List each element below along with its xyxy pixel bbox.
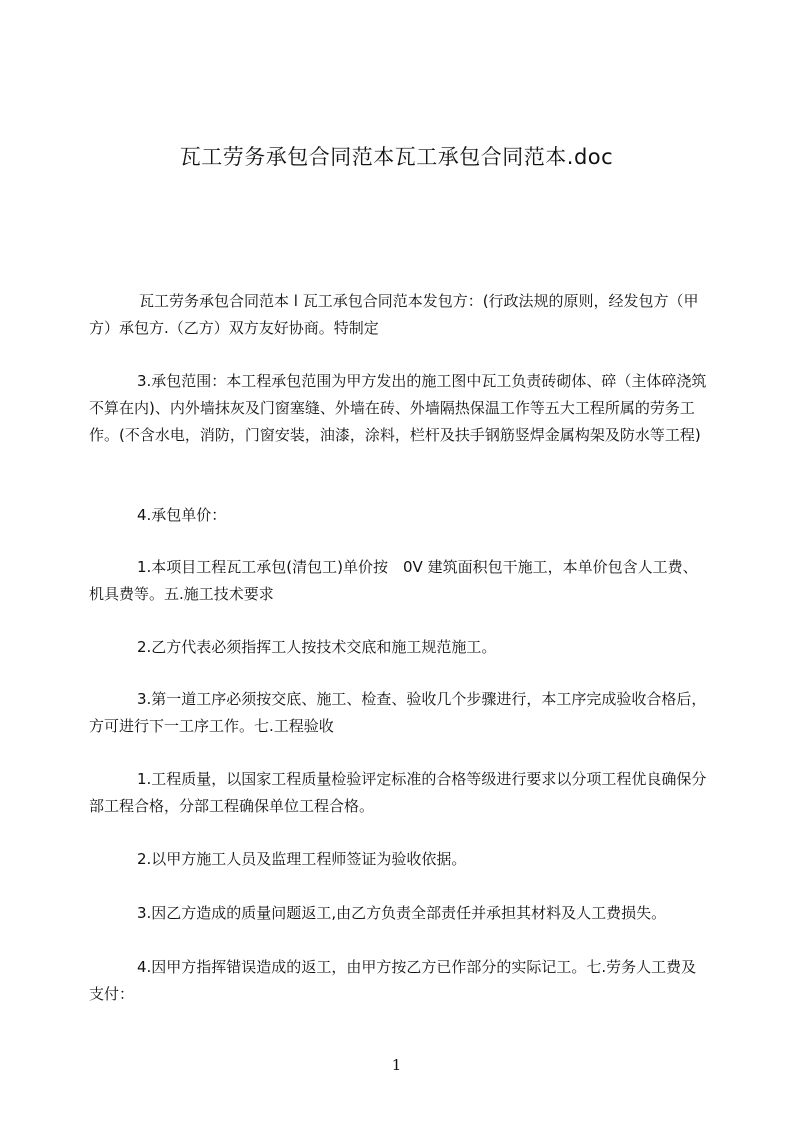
paragraph-unit-price: 1.本项目工程瓦工承包(清包工)单价按 0V 建筑面积包干施工，本单价包含人工费、机具费等。五.施工技术要求	[89, 558, 698, 603]
paragraph-technical-instruction: 2.乙方代表必须指挥工人按技术交底和施工规范施工。	[137, 638, 497, 656]
paragraph-rework-party-a: 4.因甲方指挥错误造成的返工，由甲方按乙方已作部分的实际记工。七.劳务人工费及支付：	[89, 958, 697, 1003]
paragraph-procedure: 3.第一道工序必须按交底、施工、检查、验收几个步骤进行，本工序完成验收合格后，方可进行下一工序工作。七.工程验收	[89, 690, 707, 735]
paragraph-acceptance-basis: 2.以甲方施工人员及监理工程师签证为验收依据。	[137, 850, 467, 868]
paragraph-quality: 1.工程质量，以国家工程质量检验评定标准的合格等级进行要求以分项工程优良确保分部工程合格，分部工程确保单位工程合格。	[89, 770, 707, 815]
paragraph-unit-price-heading: 4.承包单价：	[137, 506, 227, 524]
page-number: 1	[391, 1056, 402, 1074]
paragraph-rework-party-b: 3.因乙方造成的质量问题返工,由乙方负责全部责任并承担其材料及人工费损失。	[137, 904, 667, 922]
document-title: 瓦工劳务承包合同范本瓦工承包合同范本.doc	[179, 145, 614, 169]
paragraph-intro: 瓦工劳务承包合同范本 l 瓦工承包合同范本发包方：(行政法规的原则，经发包方（甲方）承包方.（乙方）双方友好协商。特制定	[89, 292, 699, 337]
paragraph-scope: 3.承包范围：本工程承包范围为甲方发出的施工图中瓦工负责砖砌体、碎（主体碎浇筑不算在内)、内外墙抹灰及门窗塞缝、外墙在砖、外墙隔热保温工作等五大工程所属的劳务工作。(不含水电，消防，门窗安装，油漆，涂料，栏杆及扶手钢筋竖焊金属构架及防水等工程)	[89, 372, 707, 444]
